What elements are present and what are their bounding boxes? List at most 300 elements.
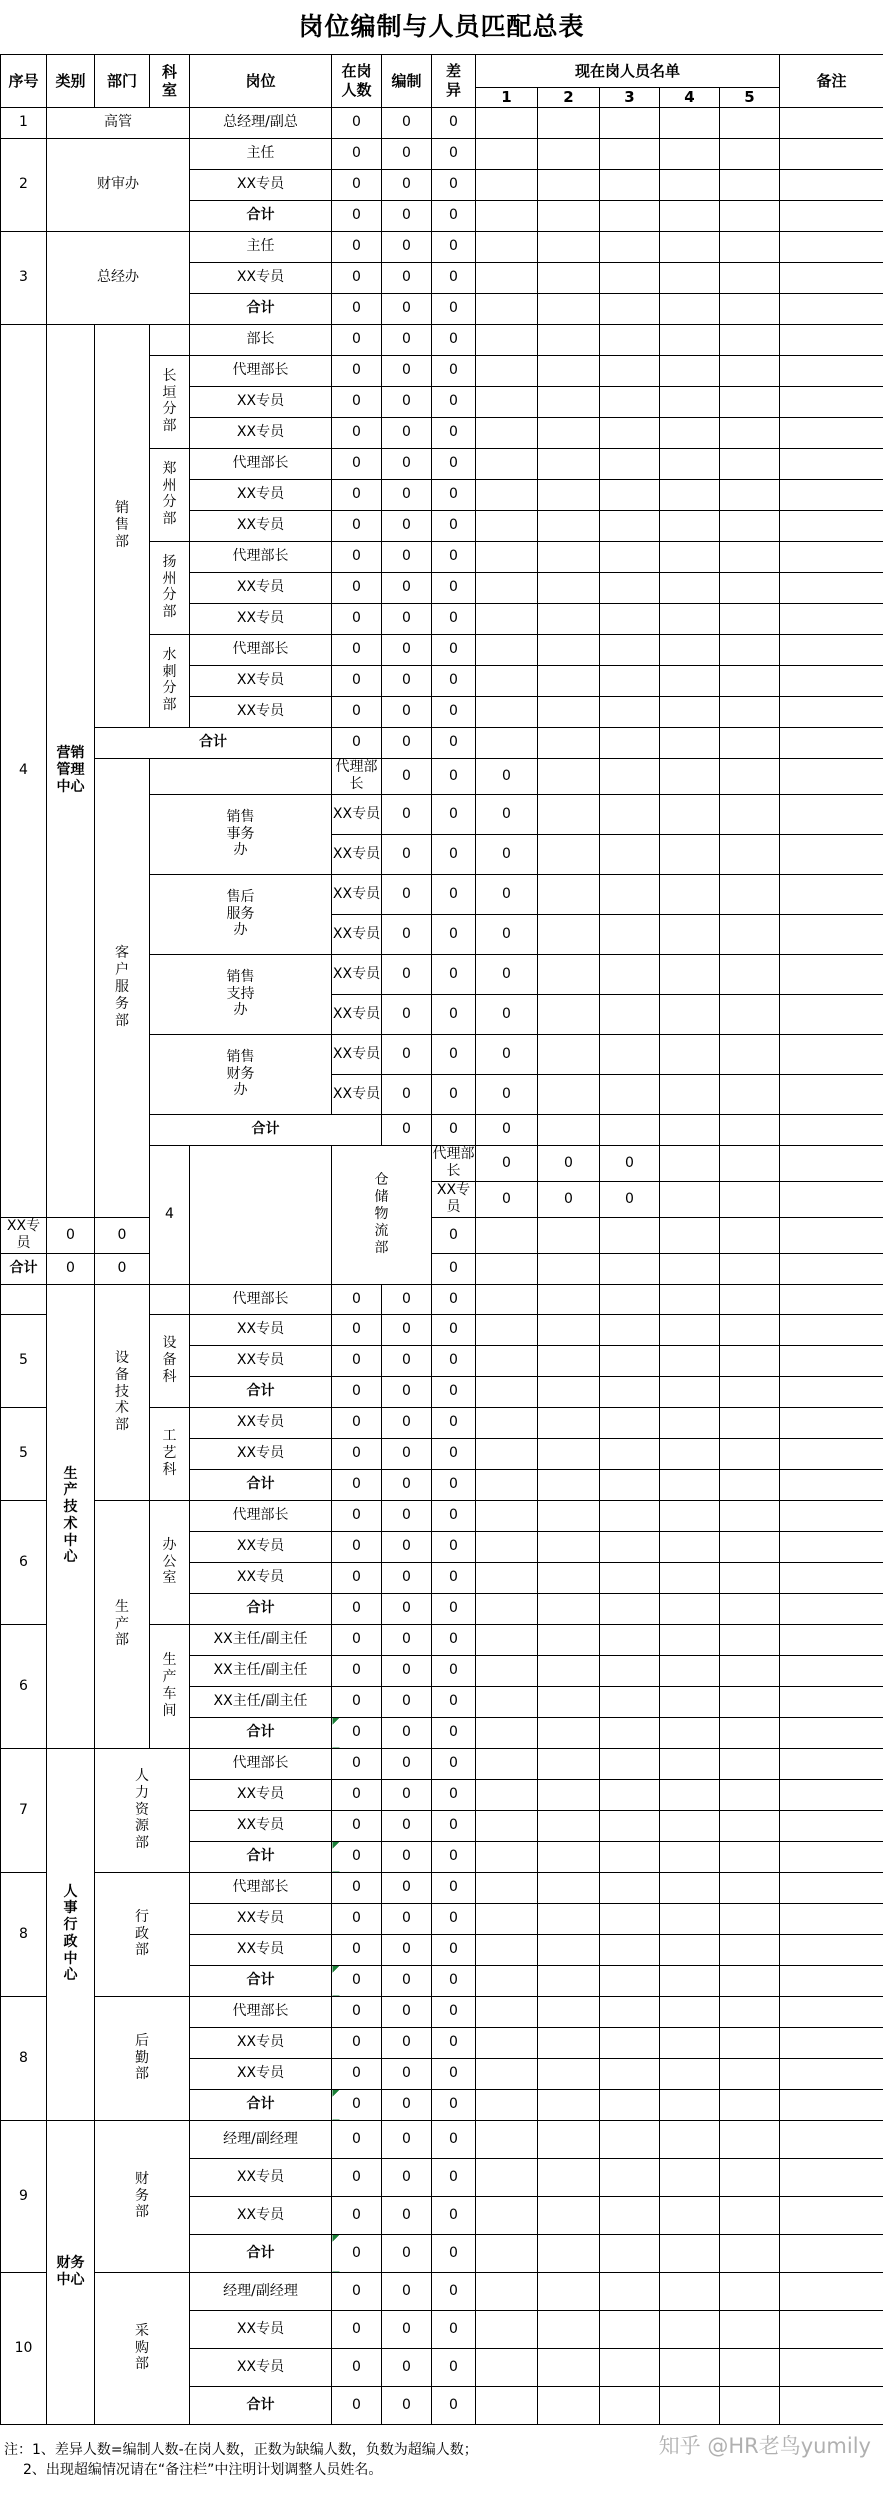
onduty-cell[interactable]: 0 [332, 1655, 382, 1686]
name-cell-2[interactable] [538, 2196, 600, 2234]
name-cell-5[interactable] [720, 572, 780, 603]
name-cell-5[interactable] [720, 386, 780, 417]
quota-cell[interactable]: 0 [382, 1345, 432, 1376]
quota-cell[interactable]: 0 [382, 231, 432, 262]
onduty-cell[interactable]: 0 [332, 2158, 382, 2196]
name-cell-3[interactable] [600, 200, 660, 231]
name-cell-5[interactable] [720, 2310, 780, 2348]
name-cell-2[interactable] [720, 1145, 780, 1181]
name-cell-5[interactable] [720, 1841, 780, 1872]
name-cell-2[interactable] [538, 1314, 600, 1345]
name-cell-5[interactable] [720, 169, 780, 200]
quota-cell[interactable]: 0 [382, 138, 432, 169]
diff-cell[interactable]: 0 [432, 1562, 476, 1593]
quota-cell[interactable]: 0 [95, 1253, 150, 1284]
name-cell-3[interactable] [600, 541, 660, 572]
name-cell-3[interactable] [600, 1345, 660, 1376]
diff-cell[interactable]: 0 [432, 138, 476, 169]
name-cell-5[interactable] [720, 1748, 780, 1779]
onduty-cell[interactable]: 0 [332, 665, 382, 696]
diff-cell[interactable]: 0 [432, 1965, 476, 1996]
name-cell-3[interactable] [600, 1593, 660, 1624]
name-cell-1[interactable] [476, 1655, 538, 1686]
name-cell-2[interactable] [538, 1624, 600, 1655]
name-cell-4[interactable] [720, 1114, 780, 1145]
name-cell-5[interactable] [720, 355, 780, 386]
onduty-cell[interactable]: 0 [332, 1841, 382, 1872]
name-cell-4[interactable] [660, 355, 720, 386]
name-cell-5[interactable] [780, 954, 883, 994]
name-cell-3[interactable] [660, 1114, 720, 1145]
onduty-cell[interactable]: 0 [332, 417, 382, 448]
name-cell-2[interactable] [538, 479, 600, 510]
name-cell-5[interactable] [720, 324, 780, 355]
diff-cell[interactable]: 0 [432, 2310, 476, 2348]
quota-cell[interactable]: 0 [382, 1376, 432, 1407]
name-cell-5[interactable] [720, 448, 780, 479]
name-cell-5[interactable] [720, 231, 780, 262]
name-cell-2[interactable] [538, 1407, 600, 1438]
name-cell-1[interactable] [476, 572, 538, 603]
name-cell-1[interactable] [476, 448, 538, 479]
name-cell-1[interactable] [476, 355, 538, 386]
diff-cell[interactable]: 0 [432, 2058, 476, 2089]
name-cell-4[interactable] [720, 954, 780, 994]
remark-cell[interactable] [780, 1376, 883, 1407]
onduty-cell[interactable]: 0 [476, 1181, 538, 1217]
remark-cell[interactable] [780, 1284, 883, 1314]
diff-cell[interactable]: 0 [432, 386, 476, 417]
remark-cell[interactable] [780, 1438, 883, 1469]
name-cell-5[interactable] [720, 1562, 780, 1593]
name-cell-5[interactable] [780, 874, 883, 914]
diff-cell[interactable]: 0 [432, 1407, 476, 1438]
onduty-cell[interactable]: 0 [332, 1438, 382, 1469]
onduty-cell[interactable]: 0 [332, 2310, 382, 2348]
name-cell-3[interactable] [600, 324, 660, 355]
name-cell-5[interactable] [720, 1217, 780, 1253]
name-cell-3[interactable] [600, 262, 660, 293]
quota-cell[interactable]: 0 [382, 417, 432, 448]
onduty-cell[interactable]: 0 [332, 262, 382, 293]
name-cell-4[interactable] [720, 834, 780, 874]
onduty-cell[interactable]: 0 [332, 1314, 382, 1345]
name-cell-4[interactable] [660, 1593, 720, 1624]
name-cell-3[interactable] [600, 1469, 660, 1500]
onduty-cell[interactable]: 0 [332, 1376, 382, 1407]
quota-cell[interactable]: 0 [382, 1624, 432, 1655]
onduty-cell[interactable]: 0 [332, 1345, 382, 1376]
name-cell-2[interactable] [720, 1181, 780, 1217]
name-cell-4[interactable] [660, 1903, 720, 1934]
remark-cell[interactable] [780, 1593, 883, 1624]
name-cell-3[interactable] [600, 1284, 660, 1314]
remark-cell[interactable] [780, 2058, 883, 2089]
name-cell-5[interactable] [720, 510, 780, 541]
name-cell-5[interactable] [720, 696, 780, 727]
onduty-cell[interactable]: 0 [332, 634, 382, 665]
name-cell-2[interactable] [538, 2348, 600, 2386]
diff-cell[interactable]: 0 [432, 1217, 476, 1253]
name-cell-5[interactable] [720, 1376, 780, 1407]
quota-cell[interactable]: 0 [382, 1593, 432, 1624]
onduty-cell[interactable]: 0 [332, 479, 382, 510]
name-cell-4[interactable] [660, 1531, 720, 1562]
remark-cell[interactable] [780, 1314, 883, 1345]
name-cell-4[interactable] [660, 1965, 720, 1996]
onduty-cell[interactable]: 0 [382, 954, 432, 994]
name-cell-5[interactable] [720, 2089, 780, 2120]
name-cell-4[interactable] [660, 2158, 720, 2196]
name-cell-2[interactable] [538, 2158, 600, 2196]
name-cell-2[interactable] [538, 386, 600, 417]
name-cell-1[interactable] [476, 1469, 538, 1500]
name-cell-3[interactable] [600, 1841, 660, 1872]
quota-cell[interactable]: 0 [538, 1181, 600, 1217]
remark-cell[interactable] [780, 727, 883, 758]
name-cell-1[interactable] [476, 541, 538, 572]
quota-cell[interactable]: 0 [382, 324, 432, 355]
name-cell-3[interactable] [600, 2196, 660, 2234]
onduty-cell[interactable]: 0 [332, 1407, 382, 1438]
remark-cell[interactable] [780, 634, 883, 665]
diff-cell[interactable]: 0 [600, 1181, 660, 1217]
name-cell-3[interactable] [600, 355, 660, 386]
name-cell-3[interactable] [600, 1376, 660, 1407]
quota-cell[interactable]: 0 [432, 758, 476, 794]
name-cell-2[interactable] [600, 874, 660, 914]
name-cell-1[interactable] [476, 1438, 538, 1469]
onduty-cell[interactable]: 0 [47, 1217, 95, 1253]
name-cell-4[interactable] [660, 293, 720, 324]
name-cell-3[interactable] [600, 448, 660, 479]
name-cell-4[interactable] [660, 1407, 720, 1438]
quota-cell[interactable]: 0 [382, 479, 432, 510]
onduty-cell[interactable]: 0 [332, 1810, 382, 1841]
quota-cell[interactable]: 0 [95, 1217, 150, 1253]
onduty-cell[interactable]: 0 [332, 1624, 382, 1655]
name-cell-2[interactable] [538, 1965, 600, 1996]
name-cell-1[interactable] [476, 262, 538, 293]
name-cell-1[interactable] [476, 2158, 538, 2196]
remark-cell[interactable] [780, 1562, 883, 1593]
name-cell-3[interactable] [600, 1407, 660, 1438]
name-cell-4[interactable] [660, 1314, 720, 1345]
remark-cell[interactable] [780, 1624, 883, 1655]
name-cell-4[interactable] [720, 994, 780, 1034]
name-cell-1[interactable] [476, 634, 538, 665]
name-cell-5[interactable] [720, 107, 780, 138]
name-cell-1[interactable] [476, 1872, 538, 1903]
diff-cell[interactable]: 0 [476, 994, 538, 1034]
name-cell-2[interactable] [538, 2058, 600, 2089]
name-cell-2[interactable] [538, 1562, 600, 1593]
name-cell-2[interactable] [538, 324, 600, 355]
name-cell-2[interactable] [538, 1903, 600, 1934]
name-cell-3[interactable] [600, 2386, 660, 2424]
remark-cell[interactable] [780, 169, 883, 200]
name-cell-4[interactable] [660, 1217, 720, 1253]
quota-cell[interactable]: 0 [382, 696, 432, 727]
remark-cell[interactable] [780, 2386, 883, 2424]
remark-cell[interactable] [780, 1965, 883, 1996]
name-cell-5[interactable] [720, 1965, 780, 1996]
diff-cell[interactable]: 0 [432, 293, 476, 324]
name-cell-2[interactable] [538, 355, 600, 386]
quota-cell[interactable]: 0 [382, 510, 432, 541]
quota-cell[interactable]: 0 [382, 1779, 432, 1810]
name-cell-3[interactable] [600, 1624, 660, 1655]
diff-cell[interactable]: 0 [476, 1034, 538, 1074]
name-cell-4[interactable] [660, 107, 720, 138]
onduty-cell[interactable]: 0 [332, 138, 382, 169]
name-cell-1[interactable] [476, 1810, 538, 1841]
name-cell-4[interactable] [660, 1779, 720, 1810]
onduty-cell[interactable]: 0 [332, 1903, 382, 1934]
name-cell-4[interactable] [660, 1438, 720, 1469]
remark-cell[interactable] [780, 603, 883, 634]
name-cell-2[interactable] [538, 1438, 600, 1469]
remark-cell[interactable] [780, 1217, 883, 1253]
onduty-cell[interactable]: 0 [332, 1562, 382, 1593]
quota-cell[interactable]: 0 [382, 2348, 432, 2386]
name-cell-1[interactable] [476, 1253, 538, 1284]
remark-cell[interactable] [780, 1841, 883, 1872]
name-cell-4[interactable] [660, 665, 720, 696]
quota-cell[interactable]: 0 [382, 2158, 432, 2196]
name-cell-4[interactable] [660, 169, 720, 200]
name-cell-1[interactable] [476, 293, 538, 324]
name-cell-4[interactable] [660, 2348, 720, 2386]
name-cell-1[interactable] [476, 1779, 538, 1810]
diff-cell[interactable]: 0 [432, 1779, 476, 1810]
diff-cell[interactable]: 0 [432, 1872, 476, 1903]
name-cell-2[interactable] [538, 293, 600, 324]
diff-cell[interactable]: 0 [432, 1748, 476, 1779]
onduty-cell[interactable]: 0 [332, 2386, 382, 2424]
name-cell-4[interactable] [660, 1717, 720, 1748]
name-cell-5[interactable] [720, 138, 780, 169]
diff-cell[interactable]: 0 [476, 1114, 538, 1145]
name-cell-4[interactable] [660, 510, 720, 541]
name-cell-4[interactable] [660, 386, 720, 417]
onduty-cell[interactable]: 0 [382, 794, 432, 834]
name-cell-2[interactable] [538, 2234, 600, 2272]
name-cell-5[interactable] [720, 1903, 780, 1934]
name-cell-1[interactable] [538, 994, 600, 1034]
name-cell-4[interactable] [660, 231, 720, 262]
quota-cell[interactable]: 0 [382, 665, 432, 696]
name-cell-1[interactable] [476, 1314, 538, 1345]
diff-cell[interactable]: 0 [432, 1903, 476, 1934]
name-cell-1[interactable] [538, 834, 600, 874]
name-cell-1[interactable] [476, 1376, 538, 1407]
name-cell-2[interactable] [538, 1686, 600, 1717]
diff-cell[interactable]: 0 [432, 1253, 476, 1284]
remark-cell[interactable] [780, 2027, 883, 2058]
onduty-cell[interactable]: 0 [476, 1145, 538, 1181]
name-cell-4[interactable] [660, 2196, 720, 2234]
name-cell-1[interactable] [476, 200, 538, 231]
name-cell-5[interactable] [720, 1438, 780, 1469]
name-cell-5[interactable] [720, 1686, 780, 1717]
onduty-cell[interactable]: 0 [382, 1114, 432, 1145]
name-cell-2[interactable] [538, 541, 600, 572]
name-cell-5[interactable] [720, 634, 780, 665]
name-cell-5[interactable] [720, 200, 780, 231]
onduty-cell[interactable]: 0 [382, 834, 432, 874]
remark-cell[interactable] [780, 262, 883, 293]
name-cell-2[interactable] [600, 1074, 660, 1114]
name-cell-4[interactable] [660, 1500, 720, 1531]
quota-cell[interactable]: 0 [382, 2386, 432, 2424]
name-cell-4[interactable] [660, 2272, 720, 2310]
quota-cell[interactable]: 0 [382, 2272, 432, 2310]
quota-cell[interactable]: 0 [382, 107, 432, 138]
name-cell-1[interactable] [476, 1934, 538, 1965]
quota-cell[interactable]: 0 [432, 794, 476, 834]
name-cell-5[interactable] [720, 2386, 780, 2424]
name-cell-3[interactable] [660, 874, 720, 914]
quota-cell[interactable]: 0 [382, 1438, 432, 1469]
diff-cell[interactable]: 0 [432, 1810, 476, 1841]
name-cell-3[interactable] [600, 479, 660, 510]
onduty-cell[interactable]: 0 [332, 1686, 382, 1717]
name-cell-3[interactable] [600, 1872, 660, 1903]
diff-cell[interactable]: 0 [432, 2158, 476, 2196]
name-cell-4[interactable] [660, 1996, 720, 2027]
diff-cell[interactable]: 0 [432, 479, 476, 510]
name-cell-4[interactable] [660, 1624, 720, 1655]
diff-cell[interactable]: 0 [432, 1593, 476, 1624]
onduty-cell[interactable]: 0 [382, 874, 432, 914]
name-cell-3[interactable] [600, 1253, 660, 1284]
name-cell-2[interactable] [538, 1717, 600, 1748]
name-cell-1[interactable] [538, 1114, 600, 1145]
name-cell-3[interactable] [660, 834, 720, 874]
quota-cell[interactable]: 0 [432, 914, 476, 954]
name-cell-2[interactable] [538, 1996, 600, 2027]
onduty-cell[interactable]: 0 [332, 1748, 382, 1779]
remark-cell[interactable] [780, 448, 883, 479]
onduty-cell[interactable]: 0 [332, 696, 382, 727]
name-cell-5[interactable] [720, 1500, 780, 1531]
onduty-cell[interactable]: 0 [332, 2089, 382, 2120]
name-cell-2[interactable] [538, 448, 600, 479]
onduty-cell[interactable]: 0 [382, 758, 432, 794]
remark-cell[interactable] [780, 1748, 883, 1779]
quota-cell[interactable]: 0 [382, 448, 432, 479]
name-cell-3[interactable] [780, 1145, 883, 1181]
onduty-cell[interactable]: 0 [332, 1500, 382, 1531]
onduty-cell[interactable]: 0 [332, 293, 382, 324]
name-cell-1[interactable] [476, 1500, 538, 1531]
onduty-cell[interactable]: 0 [332, 2120, 382, 2158]
name-cell-2[interactable] [538, 2027, 600, 2058]
name-cell-2[interactable] [538, 107, 600, 138]
quota-cell[interactable]: 0 [382, 293, 432, 324]
name-cell-1[interactable] [538, 1074, 600, 1114]
diff-cell[interactable]: 0 [432, 1469, 476, 1500]
name-cell-3[interactable] [600, 696, 660, 727]
name-cell-2[interactable] [538, 2386, 600, 2424]
name-cell-1[interactable] [476, 2196, 538, 2234]
diff-cell[interactable]: 0 [432, 727, 476, 758]
onduty-cell[interactable]: 0 [332, 541, 382, 572]
name-cell-4[interactable] [660, 324, 720, 355]
name-cell-5[interactable] [720, 2234, 780, 2272]
name-cell-5[interactable] [780, 834, 883, 874]
name-cell-2[interactable] [538, 2120, 600, 2158]
name-cell-4[interactable] [660, 603, 720, 634]
name-cell-5[interactable] [780, 914, 883, 954]
diff-cell[interactable]: 0 [432, 1314, 476, 1345]
name-cell-5[interactable] [720, 1934, 780, 1965]
name-cell-1[interactable] [476, 1562, 538, 1593]
name-cell-3[interactable] [600, 1314, 660, 1345]
name-cell-4[interactable] [660, 2120, 720, 2158]
name-cell-2[interactable] [538, 1345, 600, 1376]
quota-cell[interactable]: 0 [382, 1903, 432, 1934]
remark-cell[interactable] [780, 1810, 883, 1841]
remark-cell[interactable] [780, 107, 883, 138]
name-cell-1[interactable] [538, 794, 600, 834]
name-cell-3[interactable] [600, 1965, 660, 1996]
name-cell-2[interactable] [600, 834, 660, 874]
quota-cell[interactable]: 0 [382, 1314, 432, 1345]
remark-cell[interactable] [780, 1903, 883, 1934]
name-cell-1[interactable] [476, 169, 538, 200]
name-cell-4[interactable] [660, 2234, 720, 2272]
name-cell-1[interactable] [476, 1748, 538, 1779]
remark-cell[interactable] [780, 541, 883, 572]
name-cell-1[interactable] [476, 2058, 538, 2089]
name-cell-2[interactable] [538, 2089, 600, 2120]
name-cell-5[interactable] [720, 727, 780, 758]
quota-cell[interactable]: 0 [382, 2196, 432, 2234]
onduty-cell[interactable]: 0 [332, 1469, 382, 1500]
diff-cell[interactable]: 0 [432, 1284, 476, 1314]
name-cell-2[interactable] [538, 262, 600, 293]
quota-cell[interactable]: 0 [382, 2310, 432, 2348]
quota-cell[interactable]: 0 [382, 2058, 432, 2089]
name-cell-5[interactable] [720, 1655, 780, 1686]
name-cell-3[interactable] [600, 1562, 660, 1593]
name-cell-2[interactable] [538, 696, 600, 727]
name-cell-4[interactable] [660, 2027, 720, 2058]
name-cell-4[interactable] [660, 1655, 720, 1686]
quota-cell[interactable]: 0 [382, 2027, 432, 2058]
quota-cell[interactable]: 0 [432, 874, 476, 914]
onduty-cell[interactable]: 0 [332, 1284, 382, 1314]
name-cell-1[interactable] [476, 1284, 538, 1314]
name-cell-2[interactable] [538, 1284, 600, 1314]
onduty-cell[interactable]: 0 [332, 603, 382, 634]
onduty-cell[interactable]: 0 [382, 994, 432, 1034]
name-cell-4[interactable] [660, 572, 720, 603]
diff-cell[interactable]: 0 [432, 231, 476, 262]
name-cell-4[interactable] [660, 1872, 720, 1903]
name-cell-5[interactable] [720, 2027, 780, 2058]
quota-cell[interactable]: 0 [382, 169, 432, 200]
name-cell-2[interactable] [538, 200, 600, 231]
onduty-cell[interactable]: 0 [332, 1872, 382, 1903]
name-cell-5[interactable] [780, 1034, 883, 1074]
name-cell-5[interactable] [720, 1345, 780, 1376]
name-cell-3[interactable] [600, 1903, 660, 1934]
name-cell-1[interactable] [476, 2348, 538, 2386]
name-cell-2[interactable] [538, 1593, 600, 1624]
